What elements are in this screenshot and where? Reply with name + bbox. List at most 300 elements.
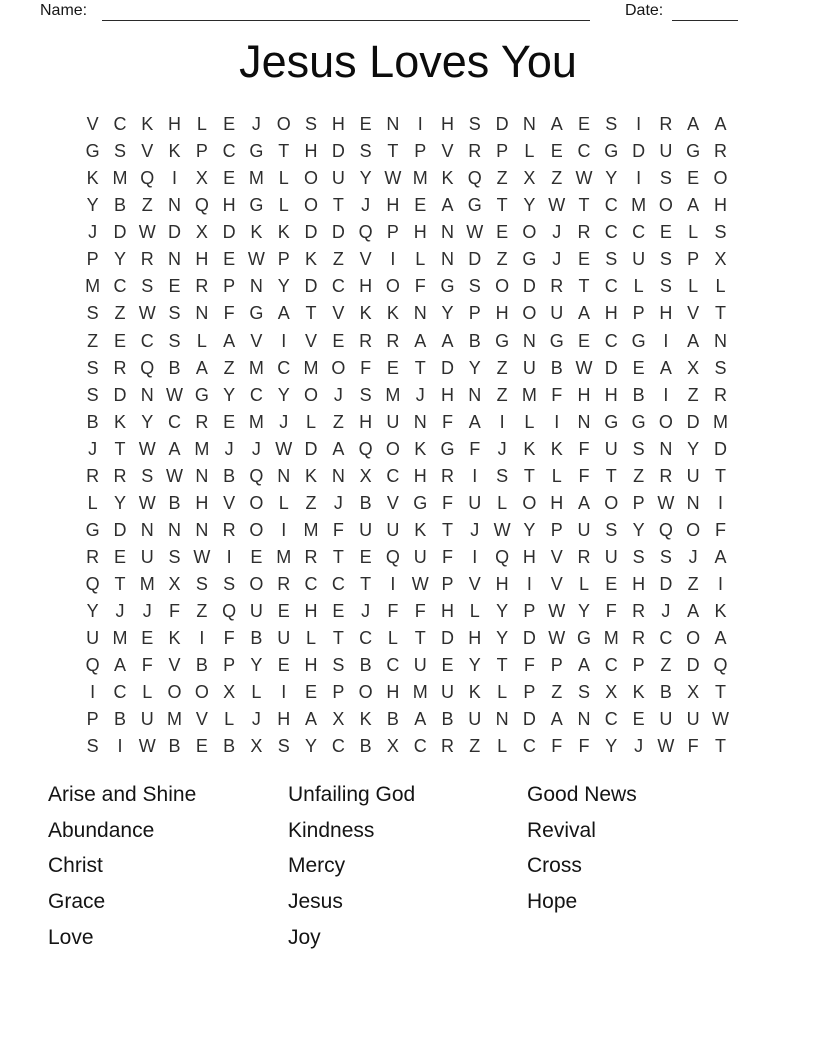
grid-letter: C bbox=[604, 330, 618, 351]
grid-letter: A bbox=[113, 655, 126, 676]
grid-letter: M bbox=[167, 709, 183, 730]
grid-letter: Y bbox=[605, 168, 618, 189]
grid-letter: N bbox=[140, 519, 154, 540]
grid-letter: S bbox=[659, 276, 672, 297]
grid-letter: B bbox=[250, 628, 263, 649]
grid-letter: D bbox=[168, 222, 182, 243]
grid-letter: H bbox=[386, 195, 400, 216]
grid-letter: N bbox=[659, 438, 673, 459]
date-write-line bbox=[672, 20, 738, 21]
grid-letter: Z bbox=[660, 655, 672, 676]
grid-letter: Y bbox=[605, 736, 618, 757]
grid-letter: U bbox=[468, 709, 482, 730]
grid-letter: M bbox=[248, 168, 264, 189]
grid-letter: I bbox=[199, 628, 205, 649]
grid-letter: U bbox=[522, 357, 536, 378]
grid-letter: S bbox=[577, 682, 590, 703]
grid-letter: D bbox=[686, 655, 700, 676]
grid-letter: R bbox=[713, 141, 727, 162]
grid-letter: S bbox=[141, 465, 154, 486]
grid-letter: M bbox=[603, 628, 619, 649]
grid-letter: P bbox=[223, 276, 236, 297]
grid-letter: A bbox=[577, 655, 590, 676]
grid-letter: P bbox=[687, 249, 700, 270]
grid-letter: N bbox=[140, 384, 154, 405]
grid-letter: N bbox=[686, 492, 700, 513]
grid-letter: M bbox=[303, 357, 319, 378]
grid-letter: X bbox=[223, 682, 236, 703]
grid-letter: O bbox=[522, 222, 537, 243]
grid-letter: R bbox=[113, 357, 127, 378]
grid-letter: S bbox=[632, 438, 645, 459]
grid-letter: J bbox=[333, 384, 343, 405]
grid-letter: L bbox=[688, 276, 699, 297]
grid-letter: V bbox=[687, 303, 700, 324]
grid-letter: C bbox=[604, 709, 618, 730]
grid-letter: Y bbox=[86, 195, 99, 216]
grid-letter: G bbox=[495, 330, 510, 351]
grid-letter: R bbox=[86, 547, 100, 568]
grid-letter: A bbox=[714, 628, 727, 649]
grid-letter: S bbox=[305, 114, 318, 135]
grid-letter: V bbox=[550, 574, 563, 595]
grid-letter: P bbox=[632, 303, 645, 324]
grid-letter: H bbox=[632, 574, 646, 595]
grid-letter: N bbox=[577, 411, 591, 432]
grid-letter: D bbox=[659, 574, 673, 595]
grid-letter: P bbox=[332, 682, 345, 703]
grid-letter: A bbox=[687, 114, 700, 135]
name-write-line bbox=[102, 20, 590, 21]
grid-letter: D bbox=[331, 141, 345, 162]
grid-letter: B bbox=[441, 709, 454, 730]
grid-letter: Q bbox=[358, 222, 373, 243]
grid-letter: X bbox=[250, 736, 263, 757]
grid-letter: J bbox=[688, 547, 698, 568]
grid-letter: B bbox=[659, 682, 672, 703]
grid-letter: H bbox=[413, 222, 427, 243]
grid-letter: Z bbox=[496, 357, 508, 378]
grid-letter: C bbox=[386, 465, 400, 486]
grid-letter: P bbox=[86, 249, 99, 270]
grid-letter: G bbox=[194, 384, 209, 405]
grid-letter: E bbox=[223, 168, 236, 189]
grid-letter: Y bbox=[305, 736, 318, 757]
grid-letter: S bbox=[168, 303, 181, 324]
grid-letter: S bbox=[359, 384, 372, 405]
grid-letter: R bbox=[195, 276, 209, 297]
grid-letter: P bbox=[277, 249, 290, 270]
grid-letter: H bbox=[441, 384, 454, 405]
grid-letter: U bbox=[140, 547, 154, 568]
grid-letter: H bbox=[604, 384, 618, 405]
grid-letter: P bbox=[86, 709, 99, 730]
grid-letter: J bbox=[361, 601, 371, 622]
grid-letter: T bbox=[605, 465, 617, 486]
grid-letter: E bbox=[223, 249, 236, 270]
grid-letter: R bbox=[550, 276, 564, 297]
grid-letter: C bbox=[413, 736, 427, 757]
grid-letter: Y bbox=[441, 303, 454, 324]
grid-letter: F bbox=[387, 601, 399, 622]
grid-letter: C bbox=[249, 384, 263, 405]
grid-letter: O bbox=[249, 492, 264, 513]
grid-letter: T bbox=[578, 195, 590, 216]
grid-letter: L bbox=[142, 682, 153, 703]
grid-letter: F bbox=[169, 601, 181, 622]
grid-letter: K bbox=[168, 141, 181, 162]
word-list-item: Grace bbox=[48, 890, 106, 914]
grid-letter: O bbox=[331, 357, 346, 378]
grid-letter: K bbox=[550, 438, 563, 459]
grid-letter: K bbox=[523, 438, 536, 459]
grid-letter: D bbox=[522, 276, 536, 297]
grid-letter: Y bbox=[113, 492, 126, 513]
grid-letter: V bbox=[359, 249, 372, 270]
grid-letter: S bbox=[714, 357, 727, 378]
grid-letter: H bbox=[413, 465, 427, 486]
grid-letter: A bbox=[659, 357, 672, 378]
grid-letter: C bbox=[386, 655, 400, 676]
grid-letter: F bbox=[141, 655, 153, 676]
grid-letter: O bbox=[604, 492, 619, 513]
grid-letter: L bbox=[551, 465, 562, 486]
grid-letter: R bbox=[577, 222, 591, 243]
grid-letter: Q bbox=[385, 547, 400, 568]
grid-letter: H bbox=[195, 249, 209, 270]
grid-letter: B bbox=[223, 465, 236, 486]
grid-letter: H bbox=[359, 411, 373, 432]
grid-letter: P bbox=[496, 141, 509, 162]
grid-letter: L bbox=[278, 168, 289, 189]
grid-letter: T bbox=[714, 736, 726, 757]
grid-letter: O bbox=[385, 276, 400, 297]
word-list-item: Jesus bbox=[288, 890, 343, 914]
grid-letter: F bbox=[442, 492, 453, 513]
grid-letter: Z bbox=[87, 330, 99, 351]
grid-letter: H bbox=[522, 547, 536, 568]
grid-letter: W bbox=[138, 303, 156, 324]
grid-letter: J bbox=[88, 222, 98, 243]
grid-letter: S bbox=[86, 384, 99, 405]
grid-letter: V bbox=[468, 574, 481, 595]
grid-letter: H bbox=[577, 384, 591, 405]
grid-letter: D bbox=[304, 276, 318, 297]
grid-letter: Q bbox=[713, 655, 728, 676]
grid-letter: R bbox=[441, 736, 454, 757]
grid-letter: I bbox=[499, 411, 505, 432]
grid-letter: P bbox=[550, 655, 563, 676]
grid-letter: E bbox=[250, 547, 263, 568]
grid-letter: E bbox=[359, 114, 372, 135]
grid-letter: B bbox=[168, 492, 181, 513]
grid-letter: K bbox=[86, 168, 99, 189]
grid-letter: X bbox=[359, 465, 372, 486]
grid-letter: E bbox=[577, 249, 590, 270]
grid-letter: Y bbox=[496, 628, 509, 649]
grid-letter: Q bbox=[495, 547, 510, 568]
grid-letter: G bbox=[85, 519, 100, 540]
grid-letter: S bbox=[113, 141, 126, 162]
grid-letter: H bbox=[550, 492, 564, 513]
grid-letter: A bbox=[277, 303, 290, 324]
grid-letter: O bbox=[522, 492, 537, 513]
grid-letter: N bbox=[195, 303, 209, 324]
grid-letter: Z bbox=[633, 465, 645, 486]
name-label: Name: bbox=[40, 2, 88, 19]
grid-letter: J bbox=[251, 438, 261, 459]
grid-letter: S bbox=[86, 357, 99, 378]
grid-letter: H bbox=[304, 141, 318, 162]
grid-letter: W bbox=[493, 519, 511, 540]
grid-letter: C bbox=[168, 411, 182, 432]
grid-letter: C bbox=[113, 682, 127, 703]
grid-letter: B bbox=[359, 655, 372, 676]
grid-letter: R bbox=[713, 384, 727, 405]
grid-letter: U bbox=[413, 655, 427, 676]
grid-letter: L bbox=[497, 492, 508, 513]
grid-letter: T bbox=[114, 574, 126, 595]
grid-letter: U bbox=[577, 519, 591, 540]
grid-letter: C bbox=[113, 114, 127, 135]
grid-letter: L bbox=[524, 141, 535, 162]
grid-letter: H bbox=[222, 195, 236, 216]
grid-letter: V bbox=[223, 492, 236, 513]
grid-letter: P bbox=[632, 655, 645, 676]
grid-letter: Q bbox=[85, 655, 100, 676]
grid-letter: C bbox=[222, 141, 236, 162]
grid-letter: I bbox=[90, 682, 96, 703]
grid-letter: I bbox=[117, 736, 123, 757]
grid-letter: C bbox=[277, 357, 291, 378]
grid-letter: P bbox=[632, 492, 645, 513]
grid-letter: S bbox=[277, 736, 290, 757]
grid-letter: L bbox=[278, 492, 289, 513]
grid-letter: M bbox=[412, 168, 428, 189]
grid-letter: S bbox=[605, 519, 618, 540]
grid-letter: M bbox=[521, 384, 537, 405]
grid-letter: U bbox=[359, 519, 373, 540]
grid-letter: I bbox=[172, 168, 178, 189]
grid-letter: E bbox=[632, 357, 645, 378]
grid-letter: T bbox=[332, 195, 344, 216]
grid-letter: X bbox=[523, 168, 536, 189]
grid-letter: D bbox=[304, 222, 318, 243]
grid-letter: B bbox=[168, 736, 181, 757]
grid-letter: T bbox=[496, 655, 508, 676]
grid-letter: Z bbox=[687, 574, 699, 595]
grid-letter: S bbox=[659, 168, 672, 189]
grid-letter: K bbox=[305, 249, 318, 270]
grid-letter: H bbox=[468, 628, 482, 649]
grid-letter: Y bbox=[496, 601, 509, 622]
grid-letter: X bbox=[195, 168, 208, 189]
grid-letter: P bbox=[468, 303, 481, 324]
grid-letter: J bbox=[251, 114, 261, 135]
grid-letter: M bbox=[712, 411, 728, 432]
grid-letter: R bbox=[304, 547, 318, 568]
grid-letter: K bbox=[632, 682, 645, 703]
word-list-item: Cross bbox=[527, 854, 582, 878]
grid-letter: Z bbox=[196, 601, 208, 622]
grid-letter: T bbox=[332, 628, 344, 649]
grid-letter: T bbox=[305, 303, 317, 324]
grid-letter: O bbox=[385, 438, 400, 459]
grid-letter: K bbox=[277, 222, 290, 243]
grid-letter: C bbox=[522, 736, 536, 757]
grid-letter: V bbox=[141, 141, 154, 162]
grid-letter: W bbox=[193, 547, 211, 568]
grid-letter: A bbox=[714, 547, 727, 568]
grid-letter: B bbox=[359, 492, 372, 513]
grid-letter: G bbox=[604, 141, 619, 162]
grid-letter: G bbox=[604, 411, 619, 432]
grid-letter: W bbox=[138, 222, 156, 243]
grid-letter: R bbox=[441, 465, 454, 486]
grid-letter: J bbox=[88, 438, 98, 459]
word-column-1 bbox=[48, 777, 196, 955]
grid-letter: M bbox=[139, 574, 155, 595]
grid-letter: N bbox=[522, 114, 536, 135]
word-column-3 bbox=[527, 777, 637, 920]
grid-letter: K bbox=[386, 303, 399, 324]
word-list-item: Joy bbox=[288, 925, 321, 949]
grid-letter: W bbox=[411, 574, 429, 595]
grid-letter: A bbox=[305, 709, 318, 730]
grid-letter: U bbox=[468, 492, 482, 513]
grid-letter: J bbox=[552, 222, 562, 243]
grid-letter: Z bbox=[469, 736, 481, 757]
grid-letter: N bbox=[386, 114, 400, 135]
grid-letter: I bbox=[390, 574, 396, 595]
grid-letter: W bbox=[575, 168, 593, 189]
grid-letter: N bbox=[195, 519, 209, 540]
grid-letter: K bbox=[359, 303, 372, 324]
grid-letter: K bbox=[414, 438, 427, 459]
grid-letter: R bbox=[222, 519, 236, 540]
word-list-item: Christ bbox=[48, 854, 103, 878]
grid-letter: V bbox=[441, 141, 454, 162]
grid-letter: M bbox=[248, 411, 264, 432]
grid-letter: T bbox=[332, 547, 344, 568]
grid-letter: Z bbox=[496, 168, 508, 189]
grid-letter: D bbox=[441, 628, 454, 649]
grid-letter: H bbox=[495, 574, 509, 595]
grid-letter: G bbox=[522, 249, 537, 270]
grid-letter: R bbox=[359, 330, 373, 351]
grid-letter: S bbox=[168, 330, 181, 351]
grid-letter: R bbox=[632, 601, 646, 622]
grid-letter: O bbox=[658, 195, 673, 216]
grid-letter: M bbox=[194, 438, 210, 459]
grid-letter: N bbox=[413, 411, 427, 432]
grid-letter: W bbox=[466, 222, 484, 243]
grid-letter: T bbox=[278, 141, 290, 162]
grid-letter: W bbox=[548, 195, 566, 216]
grid-letter: L bbox=[415, 249, 426, 270]
grid-letter: C bbox=[604, 222, 618, 243]
grid-letter: D bbox=[632, 141, 646, 162]
grid-letter: O bbox=[276, 114, 291, 135]
grid-letter: G bbox=[249, 303, 264, 324]
grid-letter: R bbox=[113, 465, 127, 486]
grid-letter: K bbox=[305, 465, 318, 486]
grid-letter: L bbox=[196, 330, 207, 351]
grid-letter: A bbox=[550, 114, 563, 135]
grid-letter: Y bbox=[359, 168, 372, 189]
grid-letter: V bbox=[168, 655, 181, 676]
grid-letter: R bbox=[86, 465, 100, 486]
grid-letter: Y bbox=[113, 249, 126, 270]
grid-letter: L bbox=[524, 411, 535, 432]
grid-letter: Y bbox=[250, 655, 263, 676]
grid-letter: C bbox=[659, 628, 673, 649]
grid-letter: N bbox=[249, 276, 263, 297]
grid-letter: H bbox=[441, 601, 454, 622]
grid-letter: L bbox=[469, 601, 480, 622]
grid-letter: D bbox=[304, 438, 318, 459]
grid-letter: E bbox=[605, 574, 618, 595]
grid-letter: N bbox=[577, 709, 591, 730]
grid-letter: G bbox=[440, 276, 455, 297]
grid-letter: B bbox=[86, 411, 99, 432]
grid-letter: E bbox=[359, 547, 372, 568]
grid-letter: A bbox=[687, 330, 700, 351]
grid-letter: G bbox=[440, 438, 455, 459]
grid-letter: Y bbox=[632, 519, 645, 540]
grid-letter: I bbox=[717, 492, 723, 513]
grid-letter: A bbox=[441, 330, 454, 351]
grid-letter: Y bbox=[468, 655, 481, 676]
grid-letter: N bbox=[713, 330, 727, 351]
grid-letter: H bbox=[713, 195, 727, 216]
grid-letter: F bbox=[578, 736, 590, 757]
grid-letter: U bbox=[686, 465, 700, 486]
grid-letter: O bbox=[495, 276, 510, 297]
grid-letter: N bbox=[495, 709, 509, 730]
grid-letter: Q bbox=[358, 438, 373, 459]
grid-letter: B bbox=[632, 384, 645, 405]
grid-letter: L bbox=[251, 682, 262, 703]
word-list-item: Kindness bbox=[288, 818, 375, 842]
grid-letter: Q bbox=[249, 465, 264, 486]
grid-letter: C bbox=[304, 574, 318, 595]
grid-letter: G bbox=[413, 492, 428, 513]
grid-letter: X bbox=[687, 682, 700, 703]
grid-letter: F bbox=[578, 438, 590, 459]
grid-letter: I bbox=[226, 547, 232, 568]
grid-letter: C bbox=[331, 574, 345, 595]
grid-letter: B bbox=[195, 655, 208, 676]
grid-letter: E bbox=[113, 547, 126, 568]
grid-letter: M bbox=[303, 519, 319, 540]
grid-letter: L bbox=[578, 574, 589, 595]
grid-letter: O bbox=[249, 574, 264, 595]
grid-letter: J bbox=[279, 411, 289, 432]
grid-letter: Y bbox=[468, 357, 481, 378]
grid-letter: H bbox=[304, 601, 318, 622]
grid-letter: K bbox=[714, 601, 727, 622]
grid-letter: H bbox=[277, 709, 291, 730]
grid-letter: R bbox=[659, 465, 673, 486]
grid-letter: N bbox=[468, 384, 482, 405]
grid-letter: N bbox=[331, 465, 345, 486]
grid-letter: N bbox=[195, 465, 209, 486]
grid-letter: J bbox=[497, 438, 507, 459]
grid-letter: S bbox=[605, 114, 618, 135]
grid-letter: G bbox=[249, 195, 264, 216]
grid-letter: T bbox=[442, 519, 453, 540]
